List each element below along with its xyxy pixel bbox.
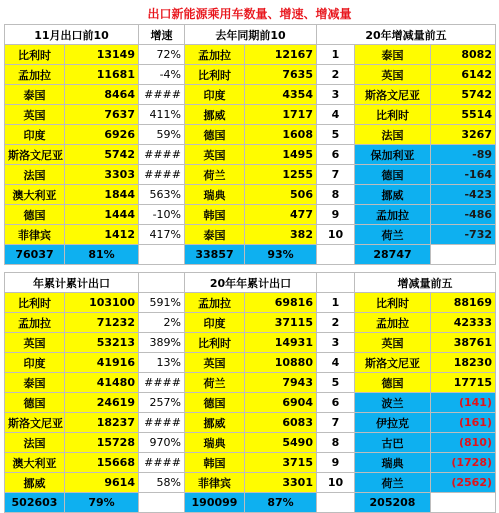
table-row [5,413,496,433]
value-cell: 1717 [245,105,317,125]
country-cell: 法国 [5,165,65,185]
country-cell: 法国 [5,433,65,453]
growth-cell: 59% [139,125,185,145]
rank-cell: 2 [317,65,355,85]
rank-cell: 9 [317,453,355,473]
change-value-cell: 5742 [431,85,496,105]
value-cell: 69816 [245,293,317,313]
table-row [5,165,496,185]
country-cell: 保加利亚 [355,145,431,165]
country-cell: 孟加拉 [5,313,65,333]
header-row-bottom [5,273,496,293]
table-row [5,353,496,373]
growth-cell: -10% [139,205,185,225]
table-row [5,45,496,65]
country-cell: 菲律宾 [5,225,65,245]
country-cell: 孟加拉 [185,45,245,65]
table-row [5,85,496,105]
value-cell: 3301 [245,473,317,493]
country-cell: 英国 [355,333,431,353]
table-row [5,125,496,145]
value-cell: 53213 [65,333,139,353]
country-cell: 德国 [185,393,245,413]
country-cell: 荷兰 [185,373,245,393]
country-cell: 孟加拉 [5,65,65,85]
growth-cell: 257% [139,393,185,413]
rank-cell: 3 [317,333,355,353]
growth-cell: 417% [139,225,185,245]
value-cell: 7943 [245,373,317,393]
country-cell: 瑞典 [185,433,245,453]
country-cell: 印度 [185,85,245,105]
country-cell: 比利时 [355,105,431,125]
value-cell: 382 [245,225,317,245]
value-cell: 13149 [65,45,139,65]
country-cell: 英国 [5,333,65,353]
change-value-cell: (161) [431,413,496,433]
country-cell: 比利时 [185,65,245,85]
total-cell: 76037 [5,245,65,265]
growth-cell: #### [139,85,185,105]
country-cell: 挪威 [5,473,65,493]
share-cell: 93% [245,245,317,265]
table-row [5,393,496,413]
value-cell: 1608 [245,125,317,145]
change-value-cell: -486 [431,205,496,225]
country-cell: 孟加拉 [355,205,431,225]
header-last-year-top10: 去年同期前10 [185,25,317,45]
table-row [5,225,496,245]
country-cell: 德国 [355,373,431,393]
value-cell: 12167 [245,45,317,65]
value-cell: 11681 [65,65,139,85]
totals-row [5,493,496,513]
rank-cell: 8 [317,185,355,205]
table-row [5,313,496,333]
table-row [5,373,496,393]
country-cell: 瑞典 [185,185,245,205]
country-cell: 德国 [5,393,65,413]
growth-cell: 13% [139,353,185,373]
growth-cell: 411% [139,105,185,125]
value-cell: 103100 [65,293,139,313]
value-cell: 6926 [65,125,139,145]
value-cell: 1412 [65,225,139,245]
empty-cell [139,493,185,513]
value-cell: 7637 [65,105,139,125]
growth-cell: 563% [139,185,185,205]
country-cell: 比利时 [5,45,65,65]
empty-cell [139,273,185,293]
table-row [5,105,496,125]
rank-cell: 7 [317,165,355,185]
change-value-cell: -164 [431,165,496,185]
change-value-cell: -423 [431,185,496,205]
value-cell: 5490 [245,433,317,453]
rank-cell: 6 [317,393,355,413]
country-cell: 比利时 [5,293,65,313]
growth-cell: #### [139,413,185,433]
change-value-cell: 38761 [431,333,496,353]
country-cell: 比利时 [355,293,431,313]
value-cell: 506 [245,185,317,205]
empty-cell [317,273,355,293]
change-value-cell: -89 [431,145,496,165]
change-value-cell: (1728) [431,453,496,473]
value-cell: 15668 [65,453,139,473]
change-value-cell: (2562) [431,473,496,493]
share-cell: 81% [65,245,139,265]
country-cell: 斯洛文尼亚 [355,353,431,373]
value-cell: 5742 [65,145,139,165]
growth-cell: 58% [139,473,185,493]
value-cell: 6904 [245,393,317,413]
table-row [5,453,496,473]
country-cell: 印度 [5,353,65,373]
value-cell: 10880 [245,353,317,373]
total-cell: 28747 [355,245,431,265]
value-cell: 1255 [245,165,317,185]
growth-cell: #### [139,145,185,165]
change-value-cell: -732 [431,225,496,245]
growth-cell: #### [139,453,185,473]
empty-cell [317,493,355,513]
total-cell: 205208 [355,493,431,513]
country-cell: 挪威 [185,413,245,433]
change-value-cell: 88169 [431,293,496,313]
country-cell: 斯洛文尼亚 [5,145,65,165]
growth-cell: 389% [139,333,185,353]
rank-cell: 9 [317,205,355,225]
country-cell: 英国 [5,105,65,125]
growth-cell: 72% [139,45,185,65]
country-cell: 韩国 [185,205,245,225]
rank-cell: 8 [317,433,355,453]
country-cell: 德国 [355,165,431,185]
table-row [5,145,496,165]
country-cell: 挪威 [355,185,431,205]
totals-row [5,245,496,265]
header-change-top5: 增减量前五 [355,273,496,293]
country-cell: 泰国 [185,225,245,245]
value-cell: 9614 [65,473,139,493]
country-cell: 孟加拉 [185,293,245,313]
country-cell: 英国 [355,65,431,85]
country-cell: 印度 [5,125,65,145]
growth-cell: #### [139,165,185,185]
change-value-cell: 8082 [431,45,496,65]
country-cell: 荷兰 [355,473,431,493]
value-cell: 6083 [245,413,317,433]
value-cell: 24619 [65,393,139,413]
empty-cell [139,245,185,265]
value-cell: 18237 [65,413,139,433]
table-row [5,333,496,353]
value-cell: 7635 [245,65,317,85]
total-cell: 190099 [185,493,245,513]
table-row [5,473,496,493]
value-cell: 41916 [65,353,139,373]
growth-cell: 970% [139,433,185,453]
sheet-title: 出口新能源乘用车数量、增速、增减量 [147,7,352,21]
change-value-cell: 3267 [431,125,496,145]
rank-cell: 5 [317,373,355,393]
value-cell: 1844 [65,185,139,205]
change-value-cell: (810) [431,433,496,453]
country-cell: 法国 [355,125,431,145]
country-cell: 孟加拉 [355,313,431,333]
country-cell: 瑞典 [355,453,431,473]
growth-cell: -4% [139,65,185,85]
value-cell: 3715 [245,453,317,473]
header-ytd-top10: 年累计累计出口 [5,273,139,293]
value-cell: 37115 [245,313,317,333]
share-cell: 87% [245,493,317,513]
total-cell: 33857 [185,245,245,265]
country-cell: 澳大利亚 [5,185,65,205]
rank-cell: 4 [317,353,355,373]
country-cell: 挪威 [185,105,245,125]
spacer-cell [5,265,496,273]
country-cell: 澳大利亚 [5,453,65,473]
change-value-cell: 17715 [431,373,496,393]
change-value-cell: 42333 [431,313,496,333]
data-table [4,24,496,513]
table-row [5,65,496,85]
country-cell: 印度 [185,313,245,333]
header-growth: 增速 [139,25,185,45]
value-cell: 8464 [65,85,139,105]
value-cell: 1495 [245,145,317,165]
value-cell: 41480 [65,373,139,393]
header-last-ytd-top10: 20年年累计出口 [185,273,317,293]
change-value-cell: 6142 [431,65,496,85]
change-value-cell: 18230 [431,353,496,373]
table-row [5,433,496,453]
country-cell: 比利时 [185,333,245,353]
empty-cell [317,245,355,265]
rank-cell: 4 [317,105,355,125]
table-row [5,293,496,313]
value-cell: 1444 [65,205,139,225]
country-cell: 菲律宾 [185,473,245,493]
country-cell: 波兰 [355,393,431,413]
change-value-cell: 5514 [431,105,496,125]
value-cell: 14931 [245,333,317,353]
empty-cell [431,245,496,265]
value-cell: 3303 [65,165,139,185]
rank-cell: 5 [317,125,355,145]
share-cell: 79% [65,493,139,513]
country-cell: 古巴 [355,433,431,453]
change-value-cell: (141) [431,393,496,413]
rank-cell: 10 [317,473,355,493]
header-nov-top10: 11月出口前10 [5,25,139,45]
table-body [5,25,496,513]
country-cell: 德国 [5,205,65,225]
rank-cell: 7 [317,413,355,433]
value-cell: 71232 [65,313,139,333]
country-cell: 德国 [185,125,245,145]
spacer-row [5,265,496,273]
country-cell: 英国 [185,145,245,165]
value-cell: 477 [245,205,317,225]
country-cell: 斯洛文尼亚 [5,413,65,433]
country-cell: 泰国 [5,85,65,105]
country-cell: 泰国 [355,45,431,65]
country-cell: 泰国 [5,373,65,393]
rank-cell: 10 [317,225,355,245]
header-increase-top5: 20年增减量前五 [317,25,496,45]
value-cell: 15728 [65,433,139,453]
country-cell: 伊拉克 [355,413,431,433]
country-cell: 英国 [185,353,245,373]
country-cell: 荷兰 [185,165,245,185]
total-cell: 502603 [5,493,65,513]
header-row-top [5,25,496,45]
table-row [5,185,496,205]
rank-cell: 2 [317,313,355,333]
rank-cell: 1 [317,45,355,65]
country-cell: 荷兰 [355,225,431,245]
growth-cell: #### [139,373,185,393]
growth-cell: 591% [139,293,185,313]
rank-cell: 6 [317,145,355,165]
country-cell: 韩国 [185,453,245,473]
rank-cell: 1 [317,293,355,313]
rank-cell: 3 [317,85,355,105]
growth-cell: 2% [139,313,185,333]
table-row [5,205,496,225]
empty-cell [431,493,496,513]
country-cell: 斯洛文尼亚 [355,85,431,105]
value-cell: 4354 [245,85,317,105]
spreadsheet [4,4,495,513]
